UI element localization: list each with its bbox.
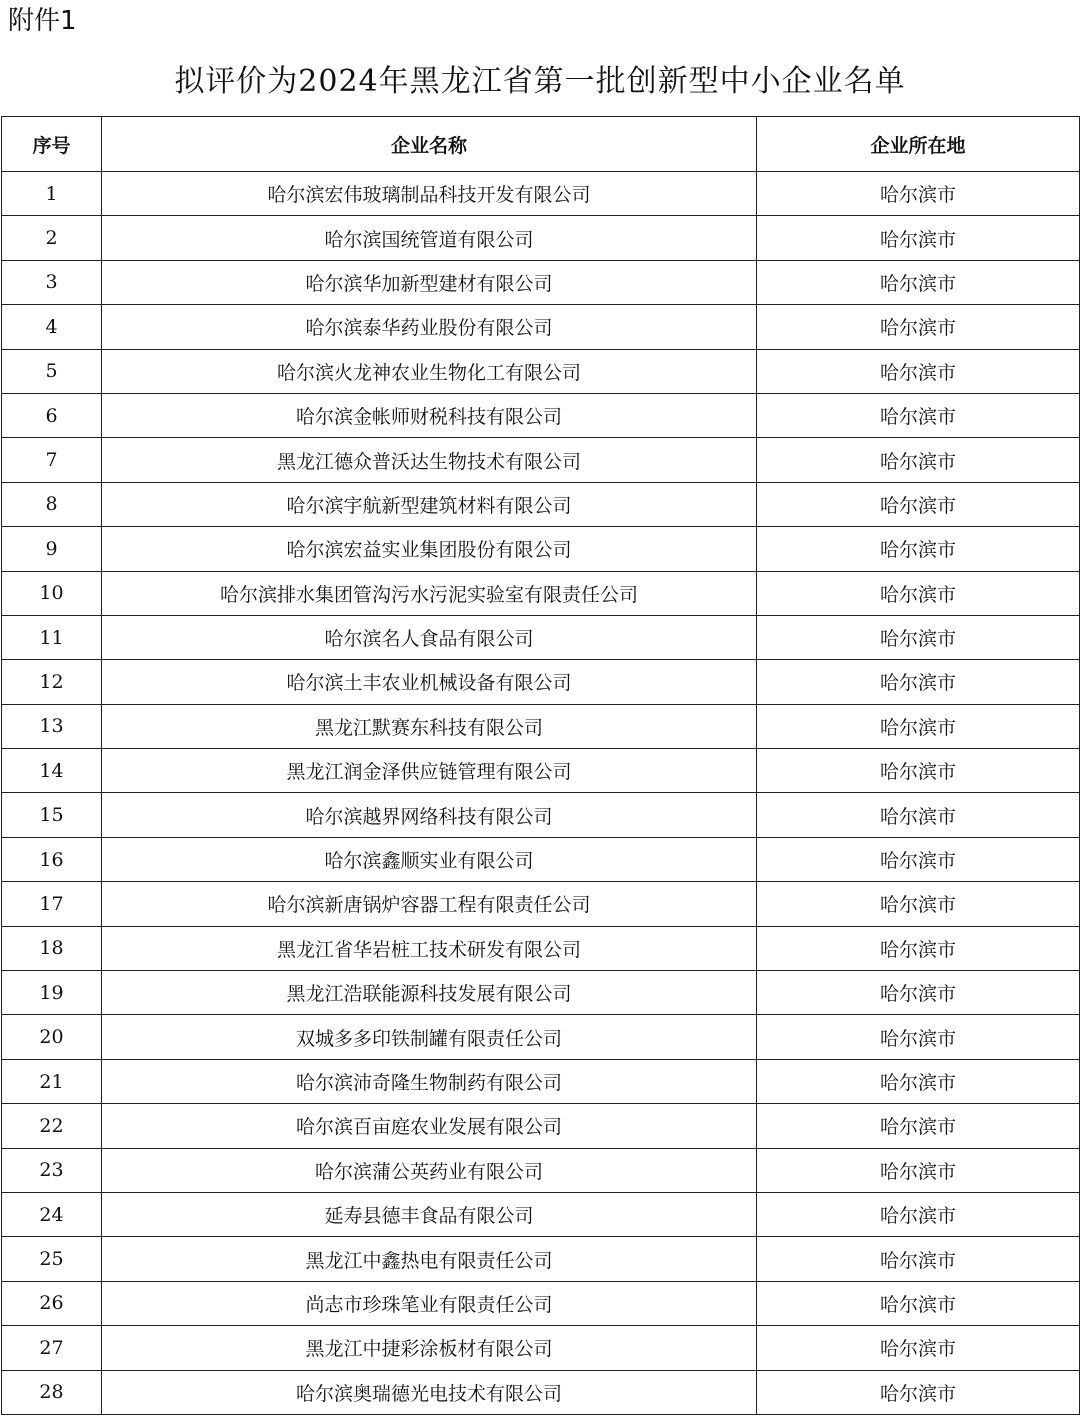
enterprise-location: 哈尔滨市 [757, 615, 1080, 659]
enterprise-name: 哈尔滨宏益实业集团股份有限公司 [102, 527, 757, 571]
row-index: 12 [2, 660, 102, 704]
enterprise-location: 哈尔滨市 [757, 1059, 1080, 1103]
enterprise-location: 哈尔滨市 [757, 172, 1080, 216]
table-row [2, 393, 1080, 437]
row-index: 3 [2, 260, 102, 304]
enterprise-location: 哈尔滨市 [757, 971, 1080, 1015]
enterprise-name: 黑龙江中鑫热电有限责任公司 [102, 1237, 757, 1281]
row-index: 1 [2, 172, 102, 216]
enterprise-name: 哈尔滨火龙神农业生物化工有限公司 [102, 349, 757, 393]
enterprise-name: 哈尔滨鑫顺实业有限公司 [102, 837, 757, 881]
enterprise-name: 哈尔滨金帐师财税科技有限公司 [102, 393, 757, 437]
row-index: 25 [2, 1237, 102, 1281]
enterprise-name: 延寿县德丰食品有限公司 [102, 1192, 757, 1236]
row-index: 13 [2, 704, 102, 748]
row-index: 14 [2, 749, 102, 793]
enterprise-name: 哈尔滨华加新型建材有限公司 [102, 260, 757, 304]
enterprise-name: 黑龙江省华岩桩工技术研发有限公司 [102, 926, 757, 970]
table-row [2, 882, 1080, 926]
enterprise-location: 哈尔滨市 [757, 1015, 1080, 1059]
enterprise-location: 哈尔滨市 [757, 438, 1080, 482]
table-row [2, 349, 1080, 393]
document-title: 拟评价为2024年黑龙江省第一批创新型中小企业名单 [174, 64, 906, 99]
enterprise-location: 哈尔滨市 [757, 1148, 1080, 1192]
table-row [2, 926, 1080, 970]
table-row [2, 1281, 1080, 1325]
header-index: 序号 [2, 117, 102, 172]
row-index: 27 [2, 1326, 102, 1370]
table-row [2, 1059, 1080, 1103]
enterprise-name: 哈尔滨国统管道有限公司 [102, 216, 757, 260]
enterprise-location: 哈尔滨市 [757, 527, 1080, 571]
enterprise-location: 哈尔滨市 [757, 349, 1080, 393]
enterprise-location: 哈尔滨市 [757, 837, 1080, 881]
table-row [2, 837, 1080, 881]
table-row [2, 482, 1080, 526]
row-index: 15 [2, 793, 102, 837]
table-row [2, 615, 1080, 659]
enterprise-location: 哈尔滨市 [757, 704, 1080, 748]
header-location: 企业所在地 [757, 117, 1080, 172]
enterprise-location: 哈尔滨市 [757, 393, 1080, 437]
table-row [2, 793, 1080, 837]
enterprise-name: 哈尔滨奥瑞德光电技术有限公司 [102, 1370, 757, 1414]
table-row [2, 1148, 1080, 1192]
header-enterprise-name: 企业名称 [102, 117, 757, 172]
table-row [2, 971, 1080, 1015]
row-index: 20 [2, 1015, 102, 1059]
row-index: 11 [2, 615, 102, 659]
enterprise-name: 哈尔滨越界网络科技有限公司 [102, 793, 757, 837]
table-row [2, 1192, 1080, 1236]
row-index: 10 [2, 571, 102, 615]
row-index: 7 [2, 438, 102, 482]
table-header-row [2, 117, 1080, 172]
table-row [2, 1326, 1080, 1370]
enterprise-name: 黑龙江浩联能源科技发展有限公司 [102, 971, 757, 1015]
row-index: 24 [2, 1192, 102, 1236]
enterprise-location: 哈尔滨市 [757, 216, 1080, 260]
enterprise-location: 哈尔滨市 [757, 482, 1080, 526]
enterprise-name: 哈尔滨宏伟玻璃制品科技开发有限公司 [102, 172, 757, 216]
row-index: 18 [2, 926, 102, 970]
enterprise-name: 哈尔滨宇航新型建筑材料有限公司 [102, 482, 757, 526]
enterprise-location: 哈尔滨市 [757, 926, 1080, 970]
row-index: 8 [2, 482, 102, 526]
enterprise-location: 哈尔滨市 [757, 660, 1080, 704]
table-row [2, 1015, 1080, 1059]
table-row [2, 1104, 1080, 1148]
enterprise-location: 哈尔滨市 [757, 793, 1080, 837]
row-index: 28 [2, 1370, 102, 1414]
enterprise-name: 哈尔滨新唐锅炉容器工程有限责任公司 [102, 882, 757, 926]
row-index: 5 [2, 349, 102, 393]
enterprise-location: 哈尔滨市 [757, 1104, 1080, 1148]
row-index: 6 [2, 393, 102, 437]
enterprise-name: 黑龙江润金泽供应链管理有限公司 [102, 749, 757, 793]
enterprise-location: 哈尔滨市 [757, 749, 1080, 793]
table-row [2, 749, 1080, 793]
enterprise-name: 黑龙江默赛东科技有限公司 [102, 704, 757, 748]
enterprise-table [1, 116, 1080, 1415]
enterprise-location: 哈尔滨市 [757, 1281, 1080, 1325]
row-index: 16 [2, 837, 102, 881]
row-index: 23 [2, 1148, 102, 1192]
enterprise-name: 哈尔滨排水集团管沟污水污泥实验室有限责任公司 [102, 571, 757, 615]
table-row [2, 216, 1080, 260]
table-row [2, 571, 1080, 615]
enterprise-location: 哈尔滨市 [757, 1237, 1080, 1281]
enterprise-name: 哈尔滨土丰农业机械设备有限公司 [102, 660, 757, 704]
row-index: 9 [2, 527, 102, 571]
enterprise-location: 哈尔滨市 [757, 305, 1080, 349]
table-row [2, 305, 1080, 349]
row-index: 2 [2, 216, 102, 260]
table-row [2, 1237, 1080, 1281]
enterprise-name: 双城多多印铁制罐有限责任公司 [102, 1015, 757, 1059]
table-row [2, 438, 1080, 482]
enterprise-location: 哈尔滨市 [757, 1192, 1080, 1236]
enterprise-name: 哈尔滨泰华药业股份有限公司 [102, 305, 757, 349]
enterprise-location: 哈尔滨市 [757, 260, 1080, 304]
attachment-label: 附件1 [8, 6, 77, 36]
row-index: 19 [2, 971, 102, 1015]
enterprise-location: 哈尔滨市 [757, 1326, 1080, 1370]
enterprise-name: 哈尔滨名人食品有限公司 [102, 615, 757, 659]
enterprise-name: 哈尔滨百亩庭农业发展有限公司 [102, 1104, 757, 1148]
enterprise-location: 哈尔滨市 [757, 571, 1080, 615]
enterprise-name: 哈尔滨蒲公英药业有限公司 [102, 1148, 757, 1192]
table-row [2, 1370, 1080, 1414]
row-index: 17 [2, 882, 102, 926]
table-row [2, 527, 1080, 571]
table-row [2, 260, 1080, 304]
enterprise-name: 尚志市珍珠笔业有限责任公司 [102, 1281, 757, 1325]
enterprise-name: 哈尔滨沛奇隆生物制药有限公司 [102, 1059, 757, 1103]
enterprise-location: 哈尔滨市 [757, 1370, 1080, 1414]
table-row [2, 660, 1080, 704]
table-row [2, 172, 1080, 216]
row-index: 22 [2, 1104, 102, 1148]
row-index: 21 [2, 1059, 102, 1103]
table-row [2, 704, 1080, 748]
enterprise-name: 黑龙江德众普沃达生物技术有限公司 [102, 438, 757, 482]
row-index: 26 [2, 1281, 102, 1325]
enterprise-location: 哈尔滨市 [757, 882, 1080, 926]
enterprise-name: 黑龙江中捷彩涂板材有限公司 [102, 1326, 757, 1370]
row-index: 4 [2, 305, 102, 349]
